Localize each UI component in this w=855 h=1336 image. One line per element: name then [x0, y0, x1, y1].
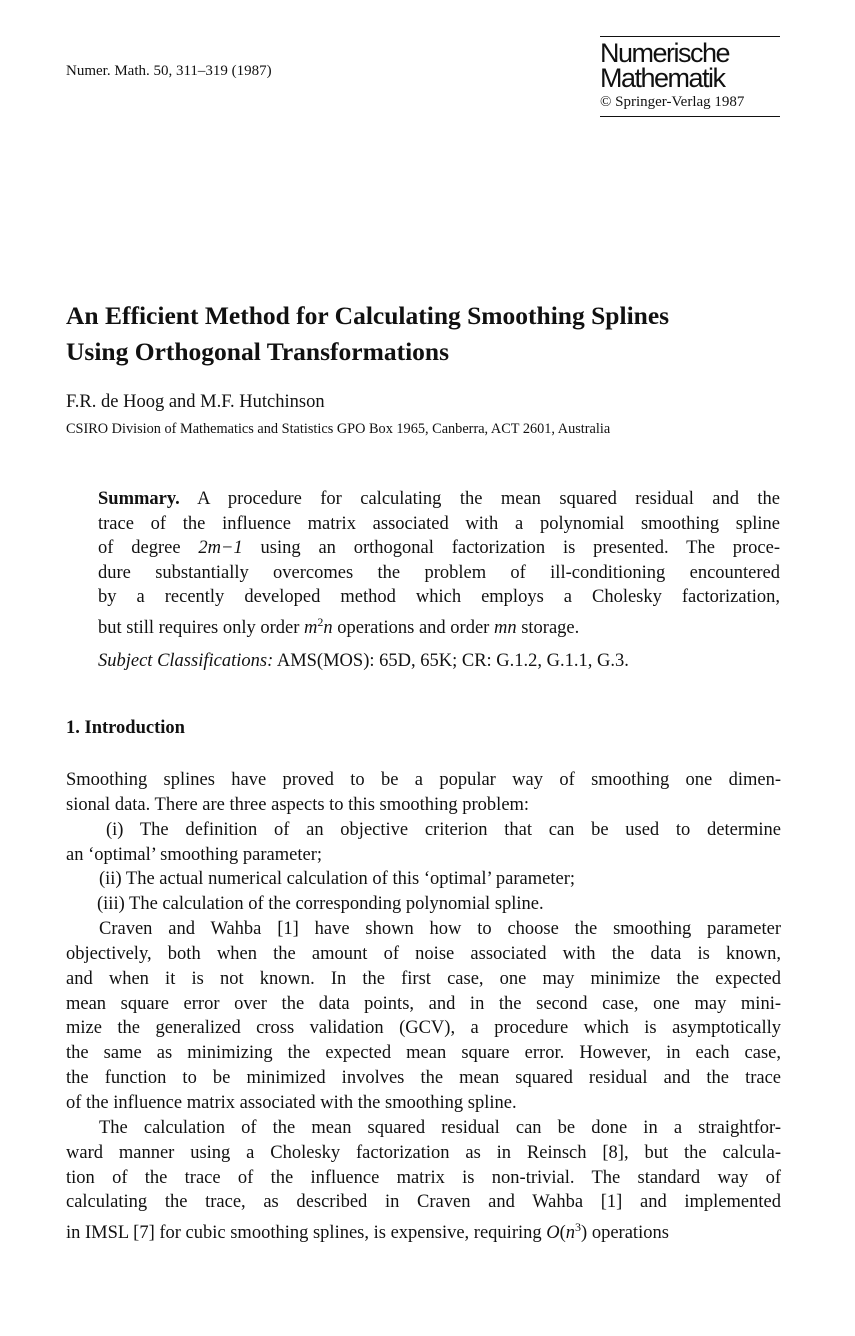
body-line: Smoothing splines have proved to be a popular way of smoothing one dimen- [66, 770, 781, 790]
summary-line: trace of the influence matrix associated with a polynomial smoothing spline [98, 513, 780, 534]
body-line: calculating the trace, as described in Craven and Wahba [1] and implemented [66, 1192, 781, 1213]
journal-masthead [600, 36, 780, 117]
math-superscript: 2 [317, 614, 324, 629]
journal-name-line2: Mathematik [600, 63, 725, 93]
body-line: the function to be minimized involves the mean squared residual and the trace [66, 1068, 781, 1089]
journal-citation: Numer. Math. 50, 311–319 (1987) [66, 63, 272, 79]
masthead-top-rule [600, 36, 780, 37]
body-line: the same as minimizing the expected mean square error. However, in each case, [66, 1043, 781, 1064]
summary-line: by a recently developed method which employs a Cholesky factorization, [98, 587, 780, 608]
body-line: Craven and Wahba [1] have shown how to choose the smoothing parameter [99, 919, 781, 940]
summary-line: of degree 2m−1 using an orthogonal factorization is presented. The proce- [98, 538, 780, 559]
summary-line: but still requires only order $m^2n$ operations and order mn storage. [98, 614, 580, 639]
summary-line: dure substantially overcomes the problem of ill-conditioning encountered [98, 562, 780, 583]
authors: F.R. de Hoog and M.F. Hutchinson [66, 392, 325, 412]
affiliation: CSIRO Division of Mathematics and Statistics GPO Box 1965, Canberra, ACT 2601, Australia [66, 421, 611, 437]
summary-abstract [98, 487, 780, 641]
math-expression: 2m−1 [198, 538, 243, 559]
summary-line: Summary. A procedure for calculating the mean squared residual and the [98, 489, 780, 509]
math-expression: O [546, 1223, 560, 1244]
journal-name-line1: Numerische [600, 38, 730, 68]
publisher-copyright: © Springer-Verlag 1987 [600, 94, 745, 110]
summary-label: Summary. [98, 489, 180, 509]
body-text [66, 768, 781, 1246]
body-line: an ‘optimal’ smoothing parameter; [66, 844, 323, 865]
list-item-ii: (ii) The actual numerical calculation of this ‘optimal’ parameter; [99, 869, 576, 890]
math-expression: n [323, 618, 333, 639]
body-line: and when it is not known. In the first case, one may minimize the expected [66, 968, 781, 989]
list-item-i: (i) The definition of an objective criterion that can be used to determine [106, 819, 781, 840]
subject-classifications [98, 651, 629, 672]
body-line: sional data. There are three aspects to this smoothing problem: [66, 794, 530, 815]
math-expression: mn [493, 618, 517, 639]
body-line: tion of the trace of the influence matrix is non-trivial. The standard way of [66, 1167, 781, 1188]
body-line: mize the generalized cross validation (GCV), a procedure which is asymptotically [66, 1018, 781, 1039]
subject-label: Subject Classifications: [98, 651, 274, 671]
body-line: mean square error over the data points, and in the second case, one may mini- [66, 993, 781, 1014]
math-superscript: 3 [575, 1220, 582, 1235]
masthead-bottom-rule [600, 116, 780, 117]
list-item-iii: (iii) The calculation of the corresponding polynomial spline. [97, 894, 544, 915]
subject-codes: AMS(MOS): 65D, 65K; CR: G.1.2, G.1.1, G.3. [273, 651, 629, 671]
body-line: ward manner using a Cholesky factorization as in Reinsch [8], but the calcula- [66, 1142, 781, 1163]
math-expression: m [304, 618, 318, 639]
title-line-1: An Efficient Method for Calculating Smoothing Splines [66, 301, 670, 330]
paper-title [66, 298, 796, 370]
body-line: objectively, both when the amount of noise associated with the data is known, [66, 943, 781, 964]
section-heading: 1. Introduction [66, 718, 185, 738]
body-line: of the influence matrix associated with the smoothing spline. [66, 1092, 517, 1113]
title-line-2: Using Orthogonal Transformations [66, 337, 450, 366]
math-expression: n [565, 1223, 576, 1244]
body-line: in IMSL [7] for cubic smoothing splines, is expensive, requiring $O(n^3)$ operations [66, 1220, 669, 1244]
body-line: The calculation of the mean squared residual can be done in a straightfor- [99, 1117, 781, 1138]
